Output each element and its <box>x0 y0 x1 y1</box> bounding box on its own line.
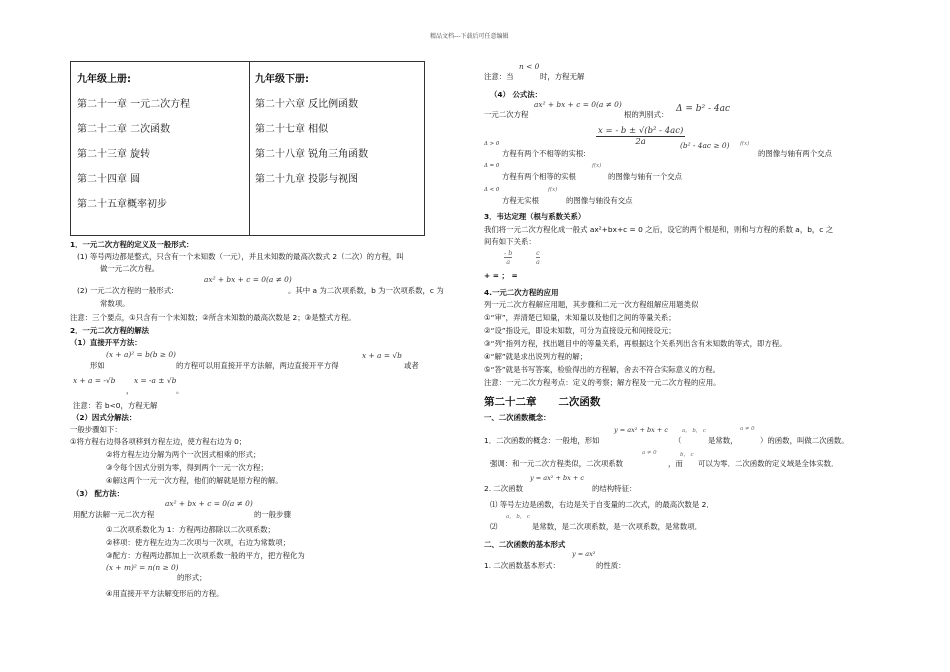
paragraph: 根的判别式： <box>624 110 669 119</box>
section-title: 一、二次函数概念： <box>484 413 551 422</box>
vieta-relations: + = ； = <box>484 271 518 280</box>
formula: f(x) <box>592 163 602 169</box>
step: ②“设”指设元，即设未知数，可分为直接设元和间接设元； <box>484 326 676 335</box>
paragraph: 或者 <box>404 361 419 370</box>
subsection-title: （2）因式分解法： <box>72 413 137 422</box>
formula: y = ax² + bx + c <box>530 474 585 482</box>
note: 注意：三个要点，①只含有一个未知数；②所含未知数的最高次数是 2；③是整式方程。 <box>70 313 356 322</box>
paragraph: 做一元二次方程。 <box>100 264 160 273</box>
step: 的形式； <box>177 573 207 582</box>
fraction-product <box>536 249 540 266</box>
paragraph: ⑵ <box>490 522 498 531</box>
step: ③“列”指列方程，找出题目中的等量关系，再根据这个关系列出含有未知数的等式，即方程。 <box>484 339 787 348</box>
paragraph: 是常数，是二次项系数，是一次项系数，是常数项． <box>532 522 702 531</box>
fraction-sum <box>504 249 512 266</box>
step: ③配方：方程两边都加上一次项系数一般的平方，把方程化为 <box>106 551 305 560</box>
paragraph: 可以为零．二次函数的定义域是全体实数． <box>698 459 839 468</box>
step: ②移项：使方程左边为二次项与一次项，右边为常数项； <box>106 538 291 547</box>
paragraph: 方程有两个不相等的实根: <box>502 149 586 158</box>
punct: ， <box>126 386 134 395</box>
toc-item: 第二十三章 旋转 <box>77 149 151 160</box>
note: 注意：当 <box>484 72 514 81</box>
root-denominator: 2a <box>635 137 646 147</box>
toc-lower-column <box>249 62 424 235</box>
paragraph: 形如 <box>90 361 105 370</box>
toc-item: 第二十七章 相似 <box>255 124 329 135</box>
paragraph: (1) 等号两边都是整式，只含有一个未知数（一元），并且未知数的最高次数式 2（二次）的方程，叫 <box>77 252 404 261</box>
toc-item: 第二十一章 一元二次方程 <box>77 99 191 110</box>
formula: Δ < 0 <box>484 187 500 193</box>
formula: ax² + bx + c = 0(a ≠ 0) <box>204 275 292 284</box>
formula: ax² + bx + c = 0(a ≠ 0) <box>165 499 253 508</box>
paragraph: 2. 二次函数 <box>484 484 523 493</box>
toc-upper-column <box>71 62 250 235</box>
step: ④用直接开平方法解变形后的方程。 <box>106 589 224 598</box>
note: 注意：若 b<0，方程无解 <box>73 401 158 410</box>
chapter-title: 第二十二章 二次函数 <box>484 396 601 408</box>
formula: n < 0 <box>519 62 540 71</box>
paragraph: 的图像与轴有两个交点 <box>758 149 832 158</box>
formula: Δ > 0 <box>484 141 500 147</box>
formula: x + a = -√b <box>73 376 116 385</box>
note: 时，方程无解 <box>540 72 585 81</box>
toc-upper-title: 九年级上册: <box>77 74 131 85</box>
paragraph: 间有如下关系： <box>484 237 536 246</box>
subsection-title: （1）直接开平方法： <box>70 338 142 347</box>
step: ①二次项系数化为 1：方程两边都除以二次项系数； <box>106 525 275 534</box>
fraction-numerator: c <box>536 249 540 257</box>
formula: a ≠ 0 <box>642 450 657 456</box>
paragraph: 的性质： <box>596 561 626 570</box>
paragraph: ⑴ 等号左边是函数，右边是关于自变量的二次式，的最高次数是 2． <box>490 500 714 509</box>
step: ④解这两个一元一次方程，他们的解就是原方程的解。 <box>106 476 283 485</box>
step: ②将方程左边分解为两个一次因式相乘的形式； <box>106 450 261 459</box>
punct: 。 <box>176 386 184 395</box>
paragraph: 的方程可以用直接开平方法解，两边直接开平方得 <box>176 361 339 370</box>
formula: (b² - 4ac ≥ 0) <box>680 141 730 150</box>
formula: x = -a ± √b <box>134 376 177 385</box>
formula: y = ax² + bx + c <box>614 426 669 434</box>
paragraph: (2) 一元二次方程的一般形式: <box>77 286 174 295</box>
paragraph: 是常数， <box>708 436 738 445</box>
note: 注意：一元二次方程考点：定义的考察；解方程及一元二次方程的应用。 <box>484 378 721 387</box>
paragraph: 的图像与轴有一个交点 <box>608 172 682 181</box>
section-title: 2．一元二次方程的解法 <box>70 326 150 335</box>
subsection-title: （3） 配方法： <box>72 489 125 498</box>
fraction-numerator: - b <box>504 249 513 257</box>
paragraph: 列一元二次方程解应用题，其步骤和二元一次方程组解应用题类似 <box>484 300 699 309</box>
formula: f(x) <box>548 187 558 193</box>
root-numerator: x = - b ± √(b² - 4ac) <box>598 126 684 136</box>
step: ③令每个因式分别为零，得到两个一元一次方程； <box>106 463 268 472</box>
toc-item: 第二十五章概率初步 <box>77 199 167 210</box>
root-formula <box>596 126 685 147</box>
paragraph: 方程无实根 <box>502 196 539 205</box>
punct: （ <box>674 436 682 445</box>
formula: ax² + bx + c = 0(a ≠ 0) <box>534 100 622 109</box>
step: ①将方程右边得各项移到方程左边，使方程右边为 0； <box>70 437 247 446</box>
section-title: 3．韦达定理（根与系数关系） <box>484 212 586 221</box>
step: ⑤“答”就是书写答案，检验得出的方程解，舍去不符合实际意义的方程。 <box>484 365 721 374</box>
toc-item: 第二十四章 圆 <box>77 174 141 185</box>
page-watermark: 精品文档---下载后可任意编辑 <box>430 33 509 40</box>
section-title: 二、二次函数的基本形式 <box>484 540 566 549</box>
paragraph: 1．二次函数的概念：一般地，形如 <box>484 436 600 445</box>
paragraph: 。其中 a 为二次项系数，b 为一次项系数，c 为 <box>288 286 444 295</box>
paragraph: ，而 <box>668 459 683 468</box>
formula: b， c <box>680 452 694 458</box>
step: ④“解”就是求出说列方程的解； <box>484 352 587 361</box>
paragraph: 方程有两个相等的实根 <box>502 172 576 181</box>
formula: (x + a)² = b(b ≥ 0) <box>106 350 176 359</box>
formula: (x + m)² = n(n ≥ 0) <box>106 563 179 572</box>
paragraph: ）的函数，叫做二次函数。 <box>760 436 849 445</box>
paragraph: 强调：和一元二次方程类似，二次项系数 <box>490 459 624 468</box>
fraction-denominator: a <box>536 258 540 266</box>
step: ①“审”，弄清楚已知量，未知量以及他们之间的等量关系； <box>484 313 676 322</box>
formula: a ≠ 0 <box>740 426 755 432</box>
formula: y = ax² <box>572 550 596 558</box>
section-title: 1．一元二次方程的定义及一般形式： <box>70 240 194 249</box>
paragraph: 常数项。 <box>100 299 130 308</box>
paragraph: 用配方法解一元二次方程 <box>73 510 155 519</box>
fraction-denominator: a <box>506 258 511 266</box>
formula: a， b， c <box>506 514 530 520</box>
section-title: 4.一元二次方程的应用 <box>484 288 559 297</box>
subsection-title: （4） 公式法： <box>490 90 543 99</box>
formula: Δ = 0 <box>484 163 500 169</box>
toc-lower-title: 九年级下册: <box>255 74 309 85</box>
toc-item: 第二十六章 反比例函数 <box>255 99 359 110</box>
formula: a， b， c <box>682 428 706 434</box>
formula: x + a = √b <box>362 351 402 360</box>
formula: Δ = b² - 4ac <box>676 104 731 114</box>
paragraph: 的结构特征： <box>592 484 637 493</box>
paragraph: 的一般步骤 <box>254 510 291 519</box>
paragraph: 的图像与轴没有交点 <box>566 196 633 205</box>
table-of-contents <box>70 61 425 236</box>
paragraph: 我们将一元二次方程化成一般式 ax²+bx+c = 0 之后，设它的两个根是和，则和与方程的系数 a，b，c 之 <box>484 225 834 234</box>
toc-item: 第二十八章 锐角三角函数 <box>255 149 369 160</box>
paragraph: 一元二次方程 <box>484 110 529 119</box>
paragraph: 一般步骤如下： <box>70 425 122 434</box>
formula: f(x) <box>740 141 750 147</box>
toc-item: 第二十二章 二次函数 <box>77 124 171 135</box>
paragraph: 1. 二次函数基本形式： <box>484 561 560 570</box>
toc-item: 第二十九章 投影与视图 <box>255 174 359 185</box>
